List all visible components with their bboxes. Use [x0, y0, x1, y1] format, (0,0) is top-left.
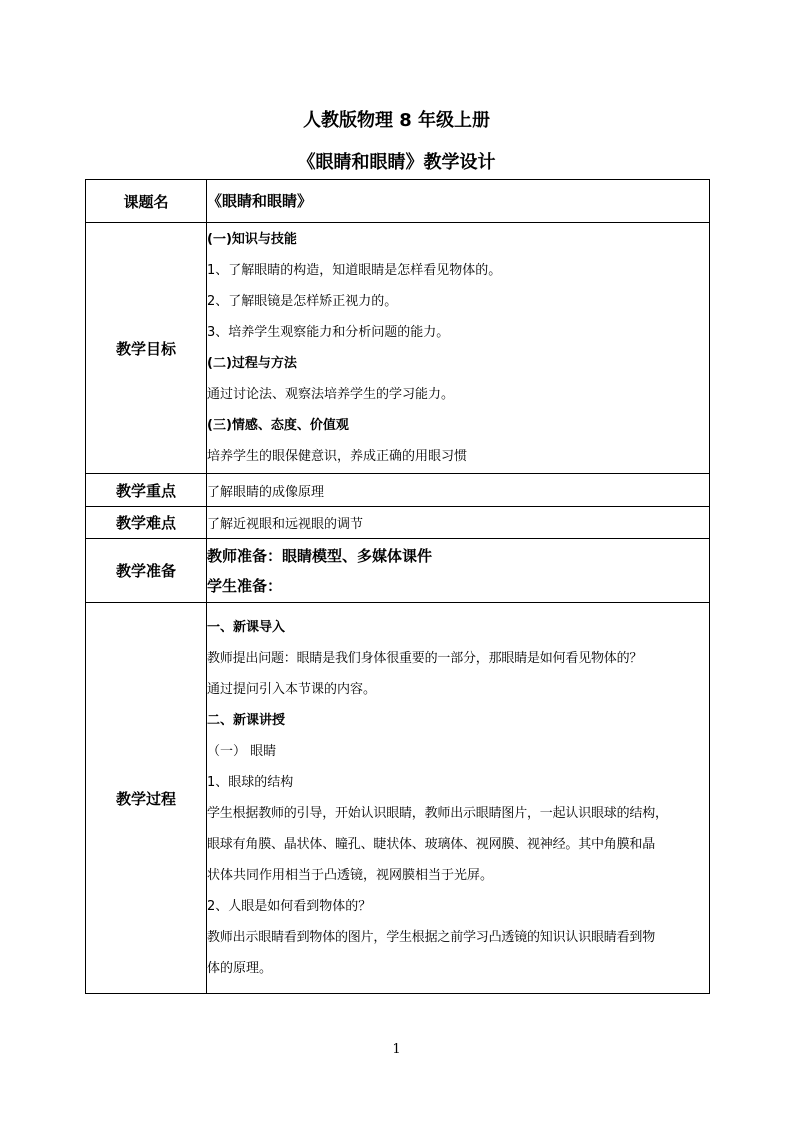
- preparation-label: 教学准备: [86, 539, 207, 603]
- row-difficulties: [86, 507, 710, 539]
- row-topic: [86, 180, 710, 223]
- goals-item: 1、了解眼睛的构造，知道眼睛是怎样看见物体的。: [207, 263, 502, 278]
- document-subtitle: 《眼睛和眼睛》教学设计: [297, 152, 496, 173]
- topic-value: [207, 180, 710, 223]
- page-number: 1: [392, 1042, 401, 1057]
- key-points-value: 了解眼睛的成像原理: [207, 474, 710, 507]
- teacher-preparation: 教师准备：眼睛模型、多媒体课件: [207, 546, 433, 565]
- process-line: 状体共同作用相当于凸透镜，视网膜相当于光屏。: [207, 868, 494, 883]
- row-goals: [86, 223, 710, 474]
- document-title: 人教版物理 8 年级上册: [302, 110, 491, 131]
- process-line: 教师提出问题：眼睛是我们身体很重要的一部分，那眼睛是如何看见物体的？: [207, 651, 643, 666]
- goals-item: 培养学生的眼保健意识，养成正确的用眼习惯: [207, 449, 468, 464]
- lesson-plan-table: [85, 179, 710, 994]
- process-line: 教师出示眼睛看到物体的图片，学生根据之前学习凸透镜的知识认识眼睛看到物: [207, 930, 656, 945]
- process-line: 通过提问引入本节课的内容。: [207, 682, 377, 697]
- goals-item: 3、培养学生观察能力和分析问题的能力。: [207, 325, 450, 340]
- difficulties-value: 了解近视眼和远视眼的调节: [207, 507, 710, 539]
- topic-value-text: 《眼睛和眼睛》: [207, 192, 313, 210]
- goals-content: [207, 223, 710, 474]
- process-content: [207, 603, 710, 994]
- goals-heading-values: (三)情感、态度、价值观: [207, 418, 349, 433]
- row-preparation: [86, 539, 710, 603]
- process-subheading-eye: （一） 眼睛: [207, 744, 277, 759]
- topic-label: 课题名: [86, 180, 207, 223]
- key-points-label: 教学重点: [86, 474, 207, 507]
- difficulties-label: 教学难点: [86, 507, 207, 539]
- goals-item: 通过讨论法、观察法培养学生的学习能力。: [207, 387, 455, 402]
- process-label: 教学过程: [86, 603, 207, 994]
- preparation-content: [207, 539, 710, 603]
- goals-label: 教学目标: [86, 223, 207, 474]
- process-line: 体的原理。: [207, 961, 273, 976]
- student-preparation: 学生准备：: [207, 576, 283, 595]
- row-process: [86, 603, 710, 994]
- process-heading-teaching: 二、新课讲授: [207, 713, 286, 728]
- process-heading-intro: 一、新课导入: [207, 620, 286, 635]
- process-line: 学生根据教师的引导，开始认识眼睛，教师出示眼睛图片，一起认识眼球的结构，: [207, 806, 668, 821]
- process-line: 1、眼球的结构: [207, 775, 294, 790]
- goals-item: 2、了解眼镜是怎样矫正视力的。: [207, 294, 398, 309]
- goals-heading-knowledge: (一)知识与技能: [207, 232, 297, 247]
- process-line: 眼球有角膜、晶状体、瞳孔、睫状体、玻璃体、视网膜、视神经。其中角膜和晶: [207, 837, 656, 852]
- goals-heading-process: (二)过程与方法: [207, 356, 297, 371]
- process-line: 2、人眼是如何看到物体的？: [207, 899, 372, 914]
- row-key-points: [86, 474, 710, 507]
